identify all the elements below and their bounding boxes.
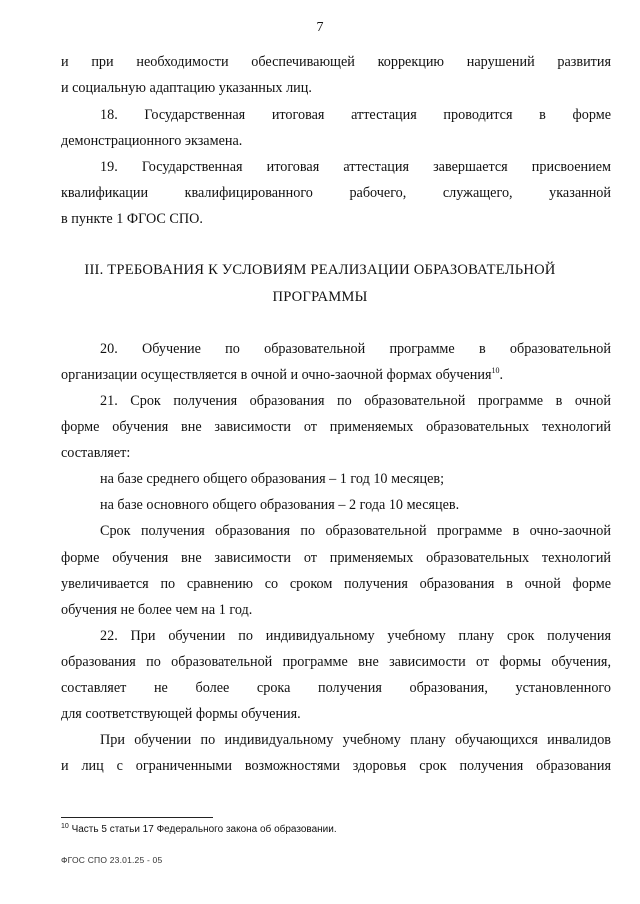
text-line: увеличивается по сравнению со сроком получения образования в очной форме: [61, 576, 611, 592]
footnote-reference: 10: [491, 366, 500, 375]
text-line: составляет не более срока получения образования, установленного: [61, 680, 611, 696]
footnote: [61, 824, 337, 835]
text-line: форме обучения вне зависимости от применяемых образовательных технологий: [61, 419, 611, 435]
footnote-marker: 10: [61, 823, 69, 830]
text-line: Срок получения образования по образовательной программе в очно-заочной: [100, 523, 611, 539]
text-line: в пункте 1 ФГОС СПО.: [61, 211, 203, 227]
text-line: 21. Срок получения образования по образовательной программе в очной: [100, 393, 611, 409]
text-line: форме обучения вне зависимости от применяемых образовательных технологий: [61, 550, 611, 566]
text-line: При обучении по индивидуальному учебному плану обучающихся инвалидов: [100, 732, 611, 748]
footnote-text: Часть 5 статьи 17 Федерального закона об образовании.: [71, 824, 337, 835]
document-id: ФГОС СПО 23.01.25 - 05: [61, 855, 163, 865]
footnote-separator: [61, 817, 213, 818]
text-line: 18. Государственная итоговая аттестация проводится в форме: [100, 107, 611, 123]
text-line: 19. Государственная итоговая аттестация завершается присвоением: [100, 159, 611, 175]
section-heading: ПРОГРАММЫ: [272, 289, 368, 305]
text-line: квалификации квалифицированного рабочего, служащего, указанной: [61, 185, 611, 201]
text-line: для соответствующей формы обучения.: [61, 706, 301, 722]
text-line: составляет:: [61, 445, 131, 461]
text-line: обучения не более чем на 1 год.: [61, 602, 253, 618]
text-line: и социальную адаптацию указанных лиц.: [61, 80, 312, 96]
text-line: на базе среднего общего образования – 1 год 10 месяцев;: [100, 471, 445, 487]
section-heading: III. ТРЕБОВАНИЯ К УСЛОВИЯМ РЕАЛИЗАЦИИ ОБРАЗОВАТЕЛЬНОЙ: [84, 262, 556, 278]
text-line-end: .: [499, 367, 504, 383]
text-line: демонстрационного экзамена.: [61, 133, 243, 149]
text-line-content: организации осуществляется в очной и очно-заочной формах обучения: [61, 367, 492, 383]
text-line: [61, 366, 611, 384]
text-line: 20. Обучение по образовательной программе в образовательной: [100, 341, 611, 357]
text-line: на базе основного общего образования – 2 года 10 месяцев.: [100, 497, 460, 513]
page-number: 7: [316, 20, 324, 35]
text-line: и при необходимости обеспечивающей коррекцию нарушений развития: [61, 54, 611, 70]
text-line: и лиц с ограниченными возможностями здоровья срок получения образования: [61, 758, 611, 774]
text-line: 22. При обучении по индивидуальному учебному плану срок получения: [100, 628, 611, 644]
text-line: образования по образовательной программе вне зависимости от формы обучения,: [61, 654, 611, 670]
